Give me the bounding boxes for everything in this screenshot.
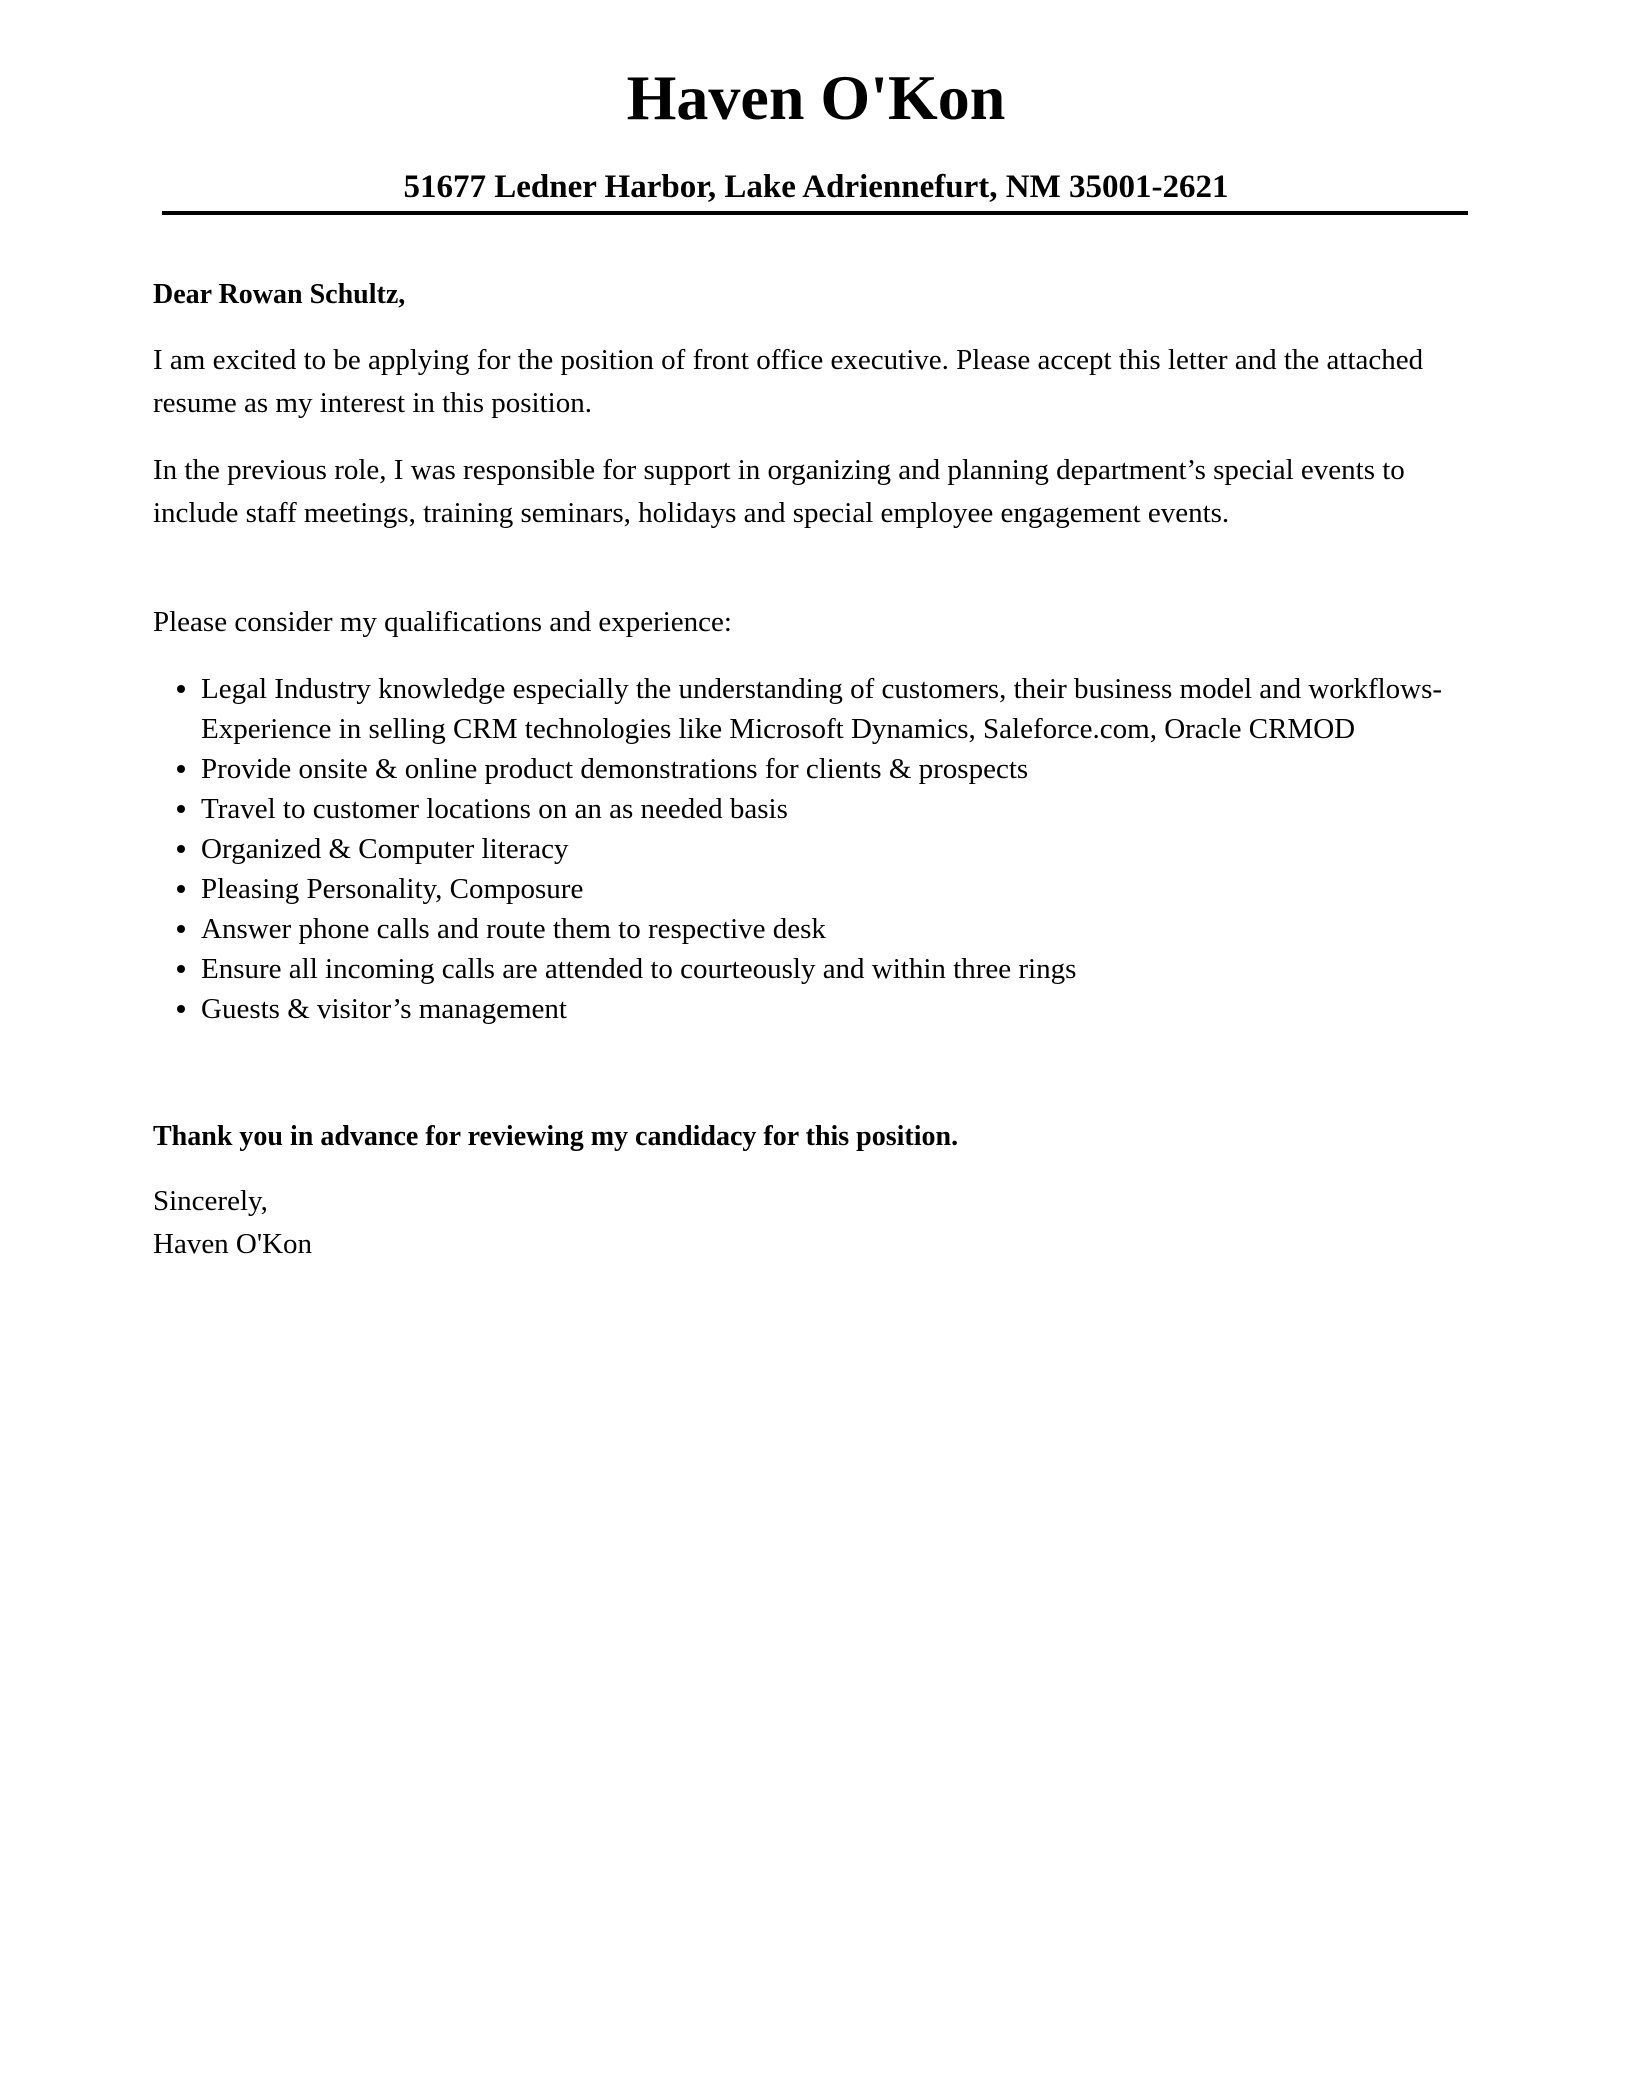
header-divider (162, 211, 1468, 215)
bullet-icon (177, 965, 185, 973)
list-item-text: Pleasing Personality, Composure (201, 873, 584, 905)
list-item (153, 989, 1473, 1029)
qualifications-intro: Please consider my qualifications and experience: (153, 606, 732, 638)
list-item-text: Travel to customer locations on an as needed basis (201, 793, 788, 825)
qualifications-list (153, 669, 1473, 1029)
list-item-text: Legal Industry knowledge especially the understanding of customers, their business model and workflows- Experience in selling CRM technologies like Microsoft Dynamics, Saleforce.com, Oracle CRMOD (201, 673, 1443, 745)
list-item (153, 669, 1473, 749)
list-item (153, 909, 1473, 949)
intro-paragraph: I am excited to be applying for the position of front office executive. Please accept this letter and the attached resume as my interest in this position. (153, 344, 1424, 419)
list-item (153, 949, 1473, 989)
list-item (153, 749, 1473, 789)
salutation: Dear Rowan Schultz, (153, 279, 406, 310)
list-item (153, 829, 1473, 869)
closing-statement: Thank you in advance for reviewing my candidacy for this position. (153, 1121, 959, 1152)
bullet-icon (177, 885, 185, 893)
bullet-icon (177, 685, 185, 693)
signature-name: Haven O'Kon (153, 1228, 313, 1260)
bullet-icon (177, 805, 185, 813)
list-item-text: Guests & visitor’s management (201, 993, 567, 1025)
list-item (153, 789, 1473, 829)
applicant-address: 51677 Ledner Harbor, Lake Adriennefurt, NM 35001-2621 (403, 169, 1229, 205)
experience-paragraph: In the previous role, I was responsible for support in organizing and planning department’s special events to include staff meetings, training seminars, holidays and special employee engagement events. (153, 454, 1405, 529)
signoff: Sincerely, (153, 1185, 268, 1217)
bullet-icon (177, 845, 185, 853)
bullet-icon (177, 765, 185, 773)
applicant-name: Haven O'Kon (626, 62, 1006, 133)
list-item-text: Ensure all incoming calls are attended to courteously and within three rings (201, 953, 1077, 985)
list-item-text: Provide onsite & online product demonstrations for clients & prospects (201, 753, 1029, 785)
list-item-text: Organized & Computer literacy (201, 833, 569, 865)
list-item (153, 869, 1473, 909)
bullet-icon (177, 1005, 185, 1013)
list-item-text: Answer phone calls and route them to respective desk (201, 913, 826, 945)
bullet-icon (177, 925, 185, 933)
